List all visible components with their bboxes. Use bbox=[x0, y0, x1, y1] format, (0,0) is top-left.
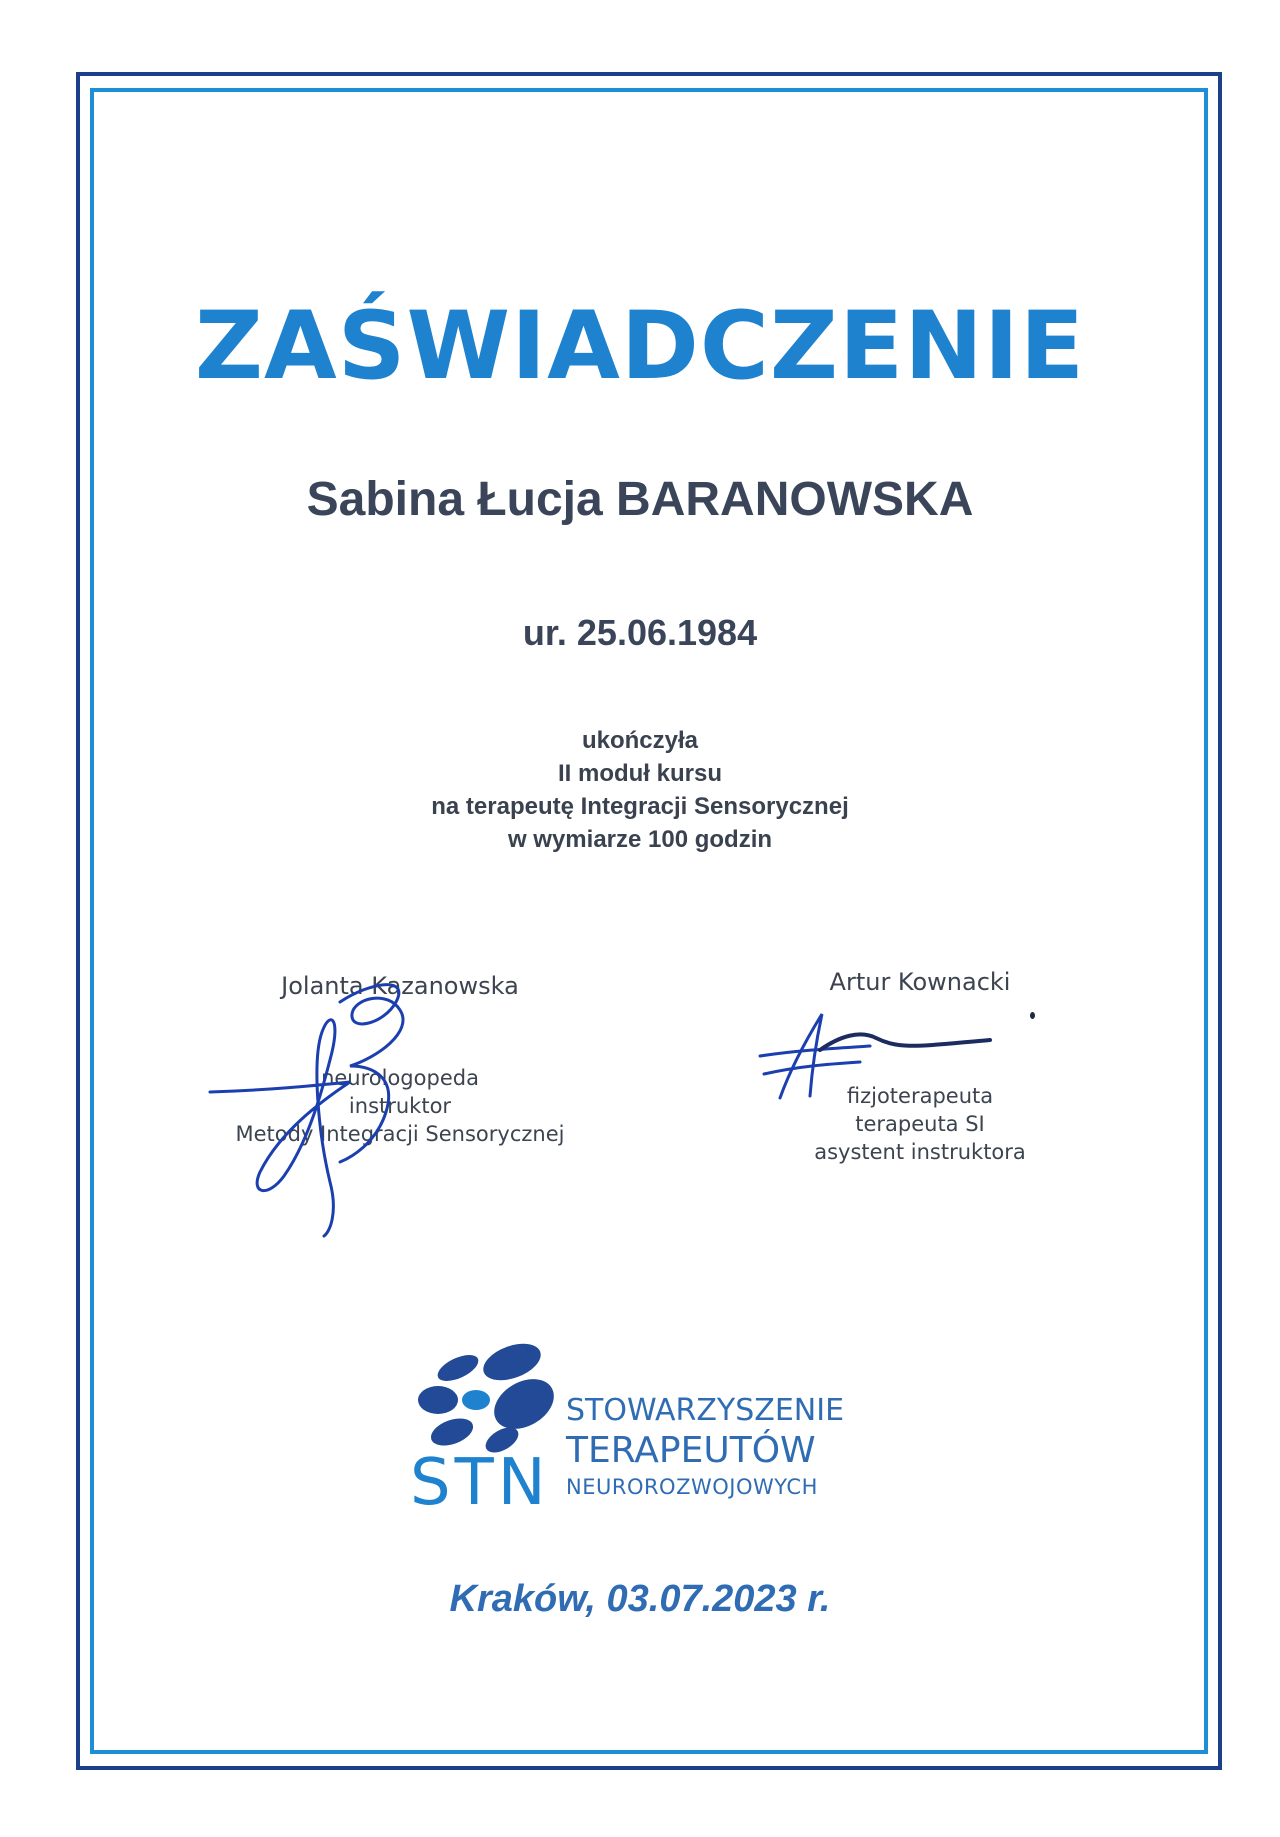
statement-line-4: w wymiarze 100 godzin bbox=[507, 826, 773, 853]
completion-statement bbox=[0, 724, 1280, 856]
signatory-right-role-2: terapeuta SI bbox=[855, 1112, 985, 1136]
birth-date: ur. 25.06.1984 bbox=[522, 612, 758, 653]
organization-name bbox=[566, 1392, 844, 1502]
signature-right-handwritten bbox=[750, 1000, 1010, 1110]
signatory-right-role-1: fizjoterapeuta bbox=[846, 1084, 994, 1108]
signatory-right-name: Artur Kownacki bbox=[829, 968, 1011, 996]
stn-logo-icon bbox=[412, 1340, 560, 1460]
signatory-right-role-3: asystent instruktora bbox=[814, 1140, 1026, 1164]
organization-name-line-1: STOWARZYSZENIE bbox=[566, 1393, 845, 1428]
ink-dot bbox=[1030, 1012, 1035, 1019]
organization-name-line-2: TERAPEUTÓW bbox=[566, 1430, 816, 1471]
signature-left-handwritten bbox=[200, 962, 500, 1242]
statement-line-3: na terapeutę Integracji Sensorycznej bbox=[431, 793, 849, 820]
statement-line-2: II moduł kursu bbox=[557, 760, 722, 787]
organization-name-line-3: NEUROROZWOJOWYCH bbox=[566, 1475, 818, 1499]
recipient-name: Sabina Łucja BARANOWSKA bbox=[306, 473, 974, 526]
certificate-title: ZAŚWIADCZENIE bbox=[194, 292, 1086, 401]
statement-line-1: ukończyła bbox=[581, 727, 699, 754]
place-and-date: Kraków, 03.07.2023 r. bbox=[449, 1578, 831, 1620]
signatory-left-role-1: neurologopeda bbox=[321, 1066, 479, 1090]
stn-acronym: STN bbox=[410, 1446, 550, 1520]
signatory-left-role-2: instruktor bbox=[348, 1094, 452, 1118]
signatory-left-role-3: Metody Integracji Sensorycznej bbox=[235, 1122, 565, 1146]
signatory-left-name: Jolanta Kazanowska bbox=[281, 972, 519, 1000]
